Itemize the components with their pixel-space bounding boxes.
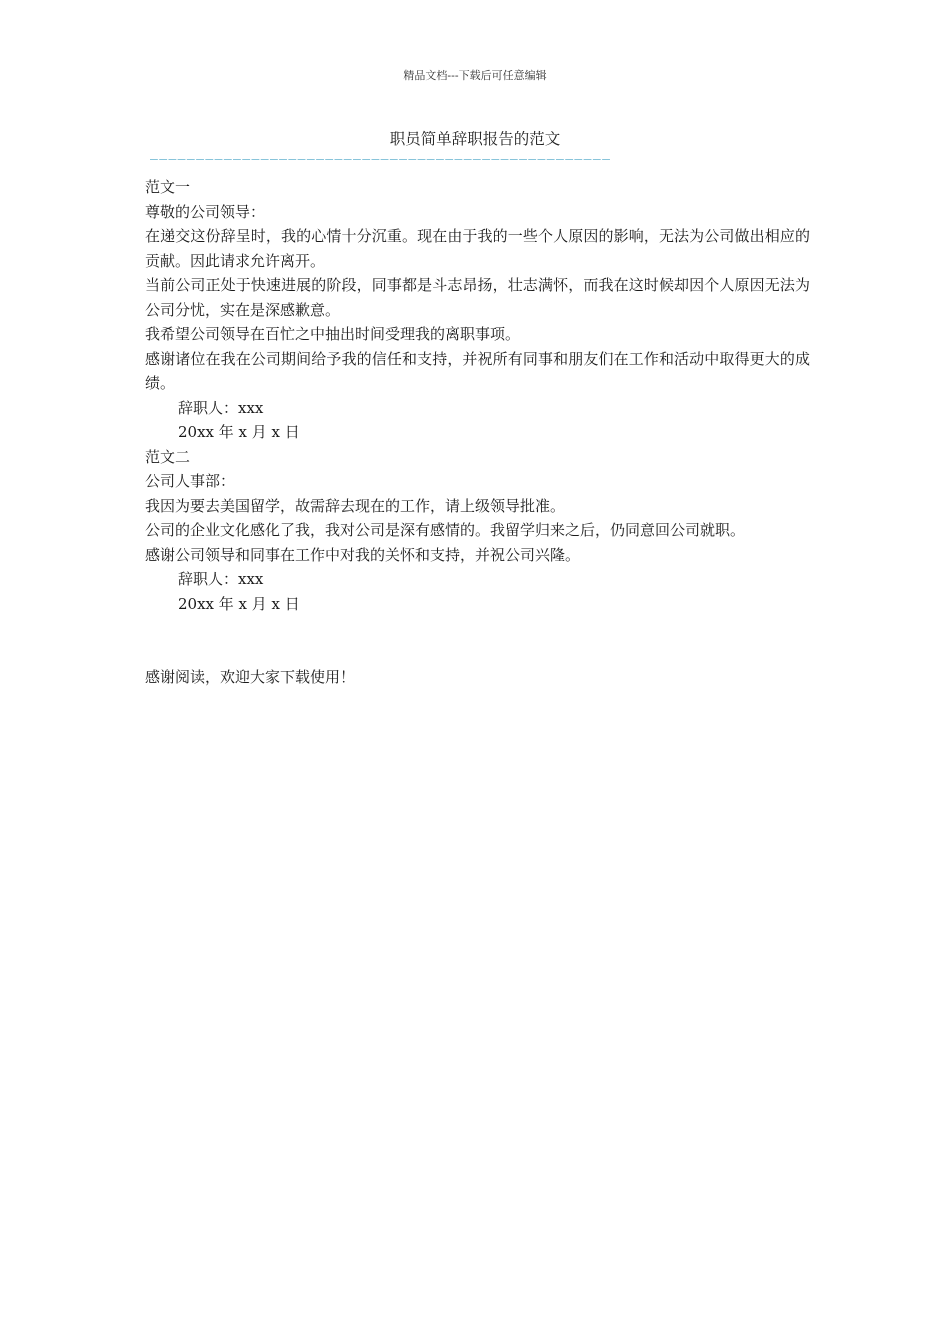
- document-title: 职员简单辞职报告的范文: [389, 130, 561, 148]
- sample-one-signer: 辞职人：xxx: [178, 398, 264, 417]
- sample-two-salutation: 公司人事部：: [145, 472, 236, 490]
- sample-two-paragraph: 公司的企业文化感化了我，我对公司是深有感情的。我留学归来之后，仍同意回公司就职。: [145, 521, 746, 539]
- sample-two-paragraph: 我因为要去美国留学，故需辞去现在的工作，请上级领导批准。: [145, 496, 566, 515]
- sample-two-paragraph: 感谢公司领导和同事在工作中对我的关怀和支持，并祝公司兴隆。: [145, 545, 581, 564]
- sample-one: [145, 175, 810, 445]
- sample-one-paragraph: 感谢诸位在我在公司期间给予我的信任和支持，并祝所有同事和朋友们在工作和活动中取得更大的成绩。: [145, 349, 810, 392]
- sample-one-heading: 范文一: [145, 178, 191, 196]
- sample-two-date: 20xx 年 x 月 x 日: [178, 594, 300, 613]
- sample-one-paragraph: 在递交这份辞呈时，我的心情十分沉重。现在由于我的一些个人原因的影响，无法为公司做出相应的贡献。因此请求允许离开。: [145, 227, 810, 270]
- closing-note: 感谢阅读，欢迎大家下载使用！: [145, 668, 356, 686]
- title-divider: ——————————————————————————————————————————————————: [150, 153, 612, 167]
- sample-one-paragraph: 当前公司正处于快速进展的阶段，同事都是斗志昂扬，壮志满怀，而我在这时候却因个人原因无法为公司分忧，实在是深感歉意。: [145, 276, 810, 319]
- sample-one-salutation: 尊敬的公司领导：: [145, 202, 266, 221]
- spacer: [145, 616, 810, 665]
- sample-two-signer: 辞职人：xxx: [178, 570, 264, 588]
- sample-two-heading: 范文二: [145, 447, 191, 466]
- sample-two: [145, 445, 810, 617]
- header-note: 精品文档---下载后可任意编辑: [403, 69, 547, 82]
- sample-one-paragraph: 我希望公司领导在百忙之中抽出时间受理我的离职事项。: [145, 325, 521, 343]
- sample-one-date: 20xx 年 x 月 x 日: [178, 423, 300, 441]
- document-body: [145, 175, 810, 690]
